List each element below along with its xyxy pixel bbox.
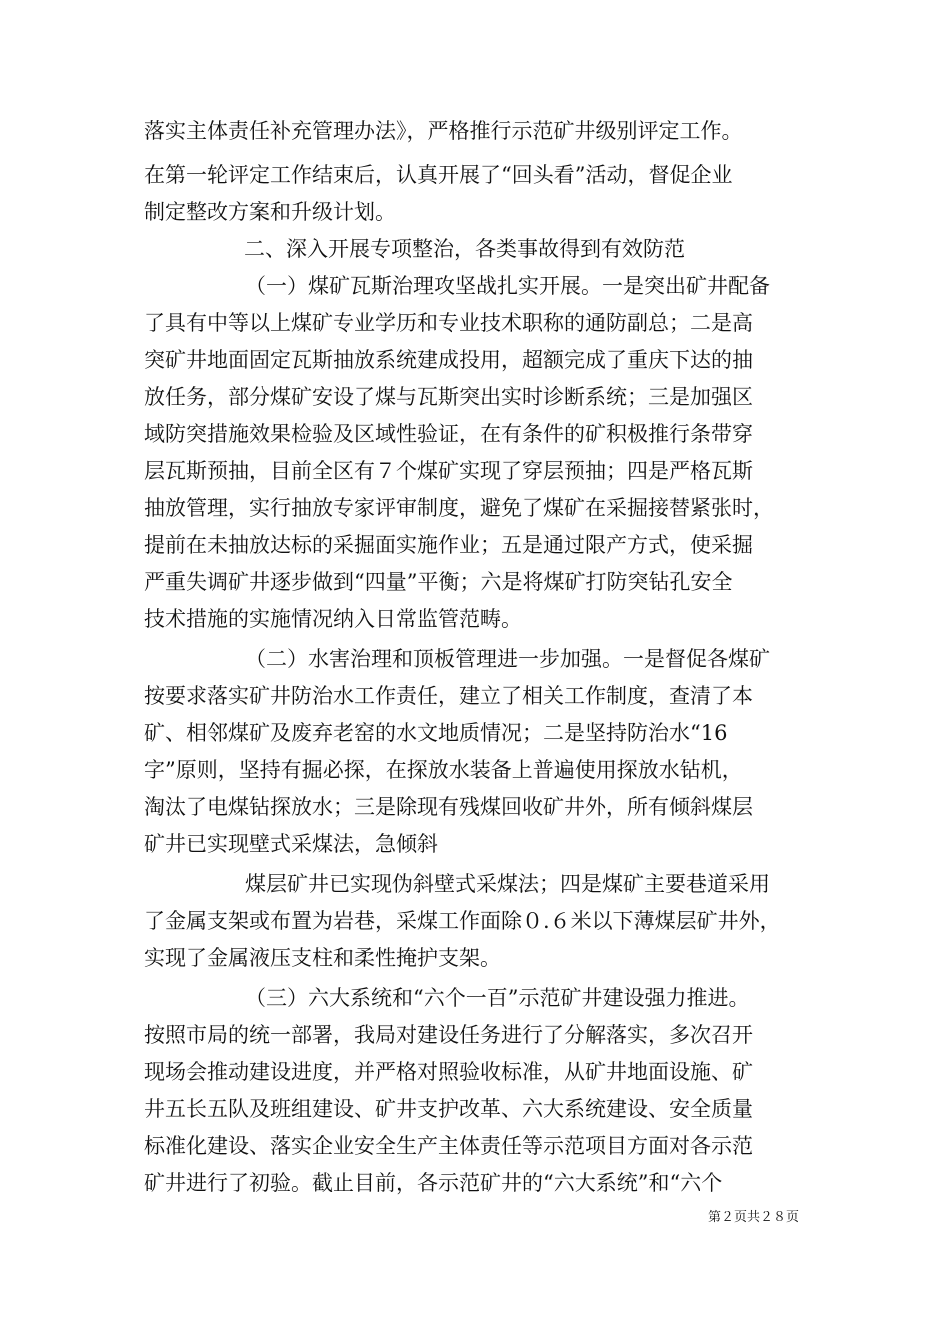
paragraph-line: 提前在未抽放达标的采掘面实施作业；五是通过限产方式，使采掘	[144, 533, 753, 557]
paragraph-line: 层瓦斯预抽，目前全区有７个煤矿实现了穿层预抽；四是严格瓦斯	[144, 459, 753, 483]
page-number-footer: 第２页共２８页	[708, 1210, 800, 1225]
paragraph-line: 井五长五队及班组建设、矿井支护改革、六大系统建设、安全质量	[144, 1097, 753, 1121]
paragraph-line: 矿、相邻煤矿及废弃老窑的水文地质情况；二是坚持防治水“16	[144, 721, 728, 745]
paragraph-line: 实现了金属液压支柱和柔性掩护支架。	[144, 946, 501, 970]
paragraph-line: 严重失调矿井逐步做到“四量”平衡；六是将煤矿打防突钻孔安全	[144, 570, 733, 594]
paragraph-line: 域防突措施效果检验及区域性验证，在有条件的矿积极推行条带穿	[144, 422, 753, 446]
paragraph-line: 现场会推动建设进度，并严格对照验收标准，从矿井地面设施、矿	[144, 1060, 753, 1084]
paragraph-line: 按要求落实矿井防治水工作责任，建立了相关工作制度，查清了本	[144, 684, 753, 708]
paragraph-line: 在第一轮评定工作结束后，认真开展了“回头看”活动，督促企业	[144, 163, 733, 187]
paragraph-line: 了具有中等以上煤矿专业学历和专业技术职称的通防副总；二是高	[144, 311, 753, 335]
paragraph-line: （一）煤矿瓦斯治理攻坚战扎实开展。一是突出矿井配备	[245, 274, 770, 298]
paragraph-line: 突矿井地面固定瓦斯抽放系统建成投用，超额完成了重庆下达的抽	[144, 348, 753, 372]
paragraph-line: 字”原则，坚持有掘必探，在探放水装备上普遍使用探放水钻机，	[144, 758, 743, 782]
paragraph-line: 淘汰了电煤钻探放水；三是除现有残煤回收矿井外，所有倾斜煤层	[144, 795, 753, 819]
paragraph-line: （三）六大系统和“六个一百”示范矿井建设强力推进。	[245, 986, 750, 1010]
paragraph-line: 标准化建设、落实企业安全生产主体责任等示范项目方面对各示范	[144, 1134, 753, 1158]
paragraph-line: （二）水害治理和顶板管理进一步加强。一是督促各煤矿	[245, 647, 770, 671]
section-heading: 二、深入开展专项整治，各类事故得到有效防范	[244, 237, 685, 261]
paragraph-line: 制定整改方案和升级计划。	[144, 200, 396, 224]
paragraph-line: 按照市局的统一部署，我局对建设任务进行了分解落实，多次召开	[144, 1023, 753, 1047]
paragraph-line: 落实主体责任补充管理办法》，严格推行示范矿井级别评定工作。	[144, 119, 743, 143]
paragraph-line: 技术措施的实施情况纳入日常监管范畴。	[144, 607, 522, 631]
paragraph-line: 煤层矿井已实现伪斜壁式采煤法；四是煤矿主要巷道采用	[245, 872, 770, 896]
paragraph-line: 抽放管理，实行抽放专家评审制度，避免了煤矿在采掘接替紧张时，	[144, 496, 774, 520]
paragraph-line: 了金属支架或布置为岩巷，采煤工作面除０.６米以下薄煤层矿井外，	[144, 909, 781, 933]
paragraph-line: 矿井已实现壁式采煤法，急倾斜	[144, 832, 438, 856]
paragraph-line: 放任务，部分煤矿安设了煤与瓦斯突出实时诊断系统；三是加强区	[144, 385, 753, 409]
paragraph-line: 矿井进行了初验。截止目前，各示范矿井的“六大系统”和“六个	[144, 1171, 723, 1195]
